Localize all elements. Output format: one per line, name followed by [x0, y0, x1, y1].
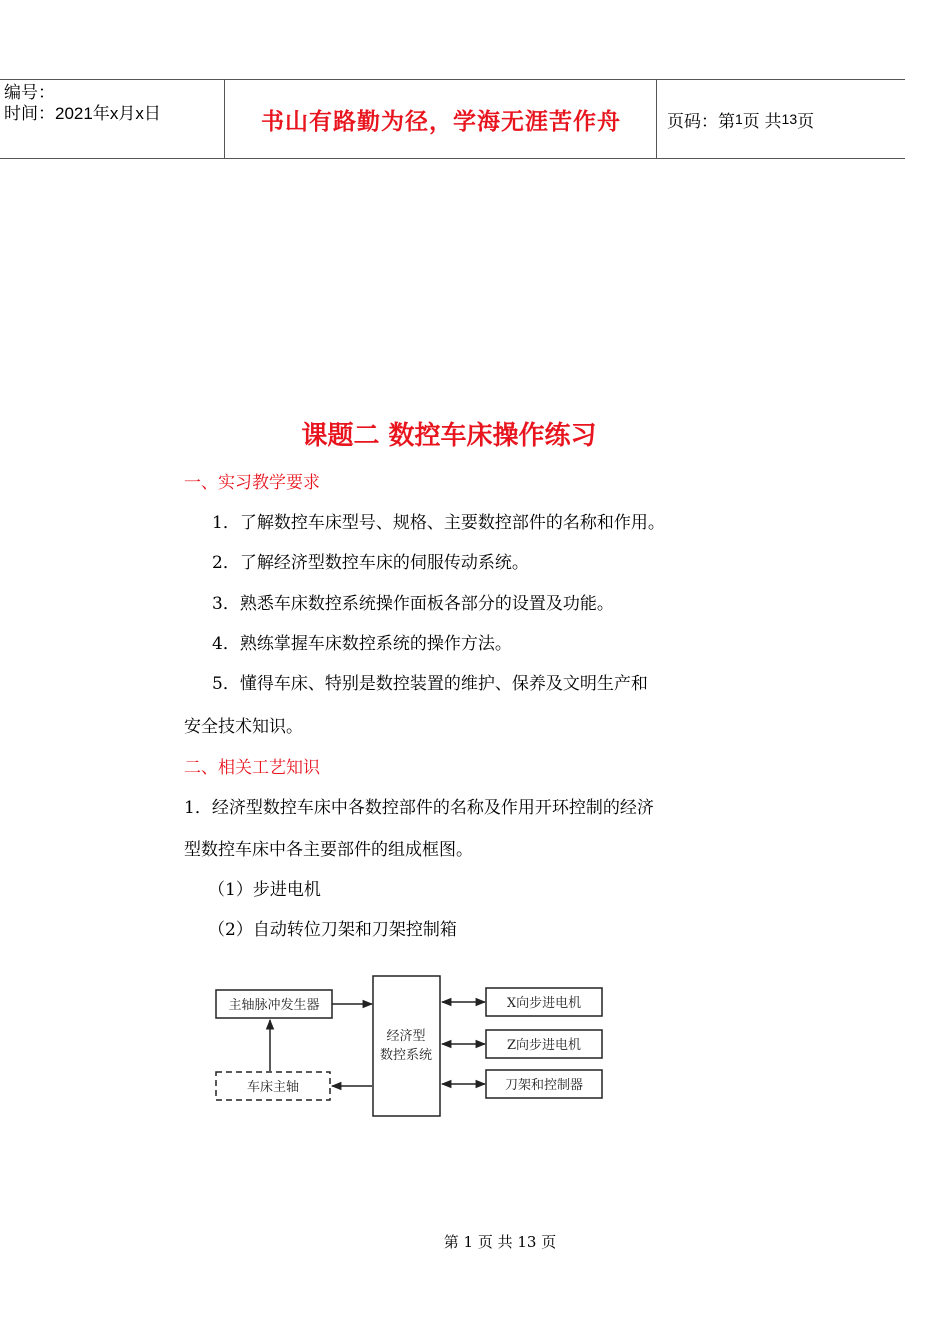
cnc-system-box — [373, 976, 440, 1116]
block-diagram — [200, 952, 620, 1152]
x-motor-label: X向步进电机 — [506, 996, 582, 1011]
time-label: 时间：2021年x月x日 — [4, 104, 161, 123]
list-item-continuation: 安全技术知识。 — [184, 717, 303, 737]
section1-heading: 一、实习教学要求 — [184, 473, 320, 493]
header-meta — [0, 80, 225, 158]
motto: 书山有路勤为径，学海无涯苦作舟 — [261, 108, 621, 135]
spindle-label: 车床主轴 — [246, 1080, 300, 1095]
page-number: 1 — [735, 111, 743, 127]
header-table — [0, 79, 905, 159]
list-item: 5．懂得车床、特别是数控装置的维护、保养及文明生产和 — [212, 674, 648, 694]
list-item: 3．熟悉车床数控系统操作面板各部分的设置及功能。 — [212, 594, 614, 614]
page-mid: 页 共 — [742, 111, 782, 131]
tool-controller-label: 刀架和控制器 — [504, 1078, 584, 1093]
page-total: 13 — [781, 111, 798, 127]
sub-item: （1）步进电机 — [208, 880, 321, 900]
list-item: 2．了解经济型数控车床的伺服传动系统。 — [212, 553, 529, 573]
page-prefix: 页码：第 — [667, 111, 735, 131]
z-motor-label: Z向步进电机 — [506, 1038, 582, 1053]
section2-heading: 二、相关工艺知识 — [184, 758, 320, 778]
cnc-system-label-2: 数控系统 — [379, 1048, 433, 1063]
id-label: 编号： — [4, 83, 55, 102]
cnc-system-label-1: 经济型 — [386, 1029, 426, 1044]
page-suffix: 页 — [797, 111, 815, 131]
list-item: 4．熟练掌握车床数控系统的操作方法。 — [212, 634, 512, 654]
header-page-info — [657, 80, 905, 158]
header-motto-cell — [226, 80, 657, 158]
paragraph-line: 1．经济型数控车床中各数控部件的名称及作用开环控制的经济 — [184, 798, 654, 818]
pulse-generator-label: 主轴脉冲发生器 — [228, 998, 320, 1013]
sub-item: （2）自动转位刀架和刀架控制箱 — [208, 920, 457, 940]
paragraph-line: 型数控车床中各主要部件的组成框图。 — [184, 840, 473, 860]
page-footer: 第 1 页 共 13 页 — [443, 1233, 557, 1251]
page-title: 课题二 数控车床操作练习 — [301, 421, 597, 451]
list-item: 1．了解数控车床型号、规格、主要数控部件的名称和作用。 — [212, 513, 665, 533]
